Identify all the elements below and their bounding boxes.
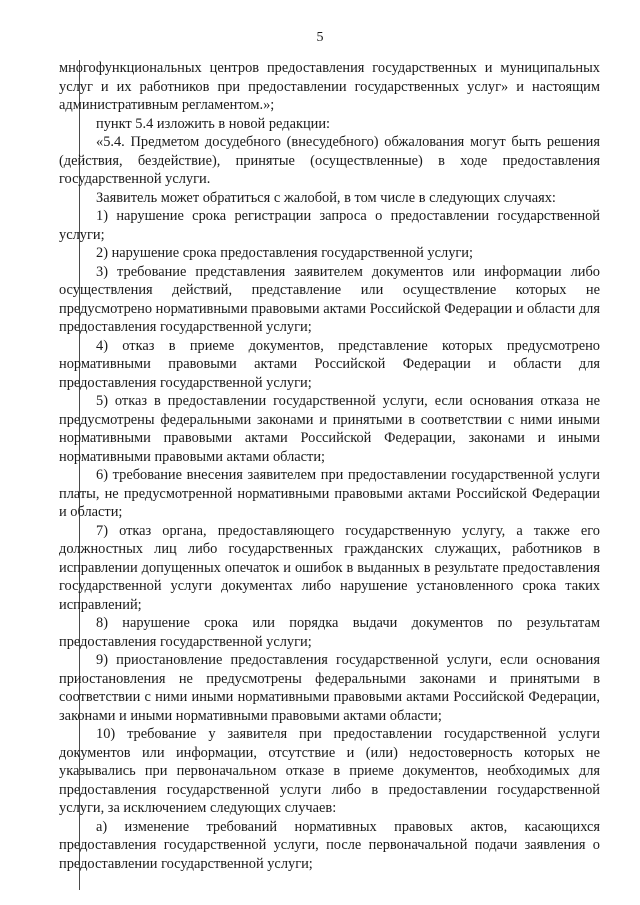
list-item: 4) отказ в приеме документов, представление которых предусмотрено нормативными правовыми актами Российской Федерации и области для предоставления государственной услуги; xyxy=(59,337,600,391)
list-item: 7) отказ органа, предоставляющего государственную услугу, а также его должностных лиц либо государственных гражданских служащих, работников в исправлении допущенных опечаток и ошибок в выданных в результате предоставления государственной услуги документах либо нарушение установленного срока таких исправлений; xyxy=(59,522,600,613)
list-item: 10) требование у заявителя при предоставлении государственной услуги документов или информации, отсутствие и (или) недостоверность которых не указывались при первоначальном отказе в приеме документов, необходимых для предоставления государственной услуги либо в предоставлении государственной услуги, за исключением следующих случаев: xyxy=(59,726,600,816)
list-item: 1) нарушение срока регистрации запроса о предоставлении государственной услуги; xyxy=(59,208,600,243)
page-number: 5 xyxy=(316,30,324,45)
list-item: 6) требование внесения заявителем при предоставлении государственной услуги платы, не предусмотренной нормативными правовыми актами Российской Федерации и области; xyxy=(59,467,600,520)
list-item: 8) нарушение срока или порядка выдачи документов по результатам предоставления государственной услуги; xyxy=(59,615,600,650)
paragraph: «5.4. Предметом досудебного (внесудебного) обжалования могут быть решения (действия, бездействие), принятые (осуществленные) в ходе предоставления государственной услуги. xyxy=(59,134,600,187)
list-item: 3) требование представления заявителем документов или информации либо осуществления действий, представление или осуществление которых не предусмотрено нормативными правовыми актами Российской Федерации и области для предоставления государственной услуги; xyxy=(59,263,600,335)
list-item: а) изменение требований нормативных правовых актов, касающихся предоставления государственной услуги, после первоначальной подачи заявления о предоставлении государственной услуги; xyxy=(59,818,600,872)
paragraph: Заявитель может обратиться с жалобой, в том числе в следующих случаях: xyxy=(96,189,556,206)
paragraph: пункт 5.4 изложить в новой редакции: xyxy=(96,115,331,132)
list-item: 9) приостановление предоставления государственной услуги, если основания приостановления не предусмотрены федеральными законами и принятыми в соответствии с ними иными нормативными правовыми актами Российской Федерации, законами и иными нормативными правовыми актами области; xyxy=(59,652,600,724)
document-body xyxy=(59,59,600,873)
list-item: 2) нарушение срока предоставления государственной услуги; xyxy=(96,245,473,261)
list-item: 5) отказ в предоставлении государственной услуги, если основания отказа не предусмотрены федеральными законами и принятыми в соответствии с ними иными нормативными правовыми актами Российской Федерации, законами и иными нормативными правовыми актами области; xyxy=(59,393,600,465)
paragraph: многофункциональных центров предоставления государственных и муниципальных услуг и их работников при предоставлении государственных услуг» и настоящим административным регламентом.»; xyxy=(59,60,600,113)
